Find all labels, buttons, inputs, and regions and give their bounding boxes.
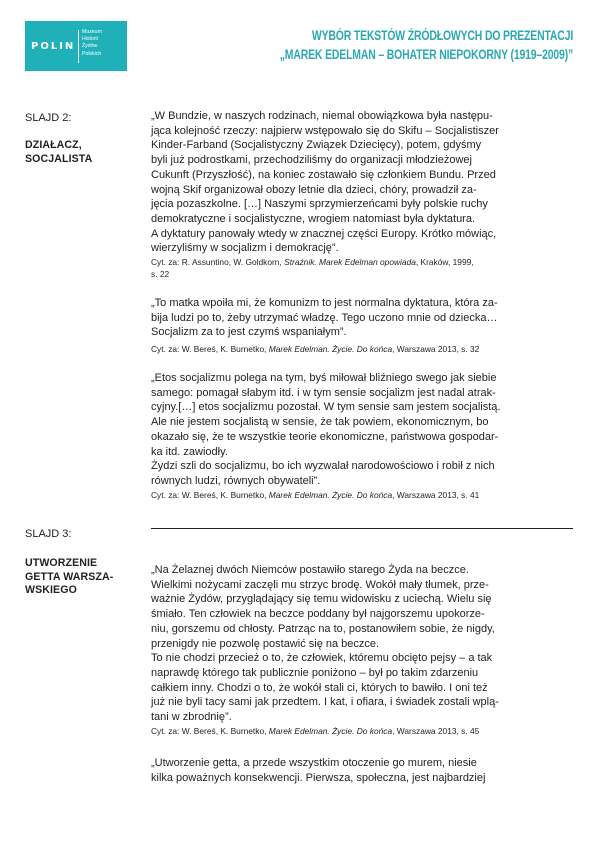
quote-bund — [151, 109, 581, 256]
section-divider — [151, 528, 573, 529]
quote-bund-citation — [151, 257, 581, 280]
logo-wordmark: POLIN — [31, 41, 76, 52]
quote-etos-socjalizmu — [151, 371, 581, 489]
logo-line: Muzeum — [82, 29, 102, 35]
citation-authors: Cyt. za: W. Bereś, K. Burnetko, — [151, 726, 269, 736]
slide-3-title-line: WSKIEGO — [25, 584, 77, 596]
quote-line: cyjny.[…] etos socjalizmu pozostał. W tym sensie sam jestem socjalistą. — [151, 401, 501, 414]
slide-3-label: SLAJD 3: — [25, 528, 72, 540]
quote-zelazna-citation — [151, 726, 581, 738]
citation-page: s. 22 — [151, 268, 170, 279]
quote-etos-citation — [151, 490, 581, 502]
polin-logo — [25, 21, 127, 71]
quote-line: ważnie Żydów, przyglądający się temu widowisku z uciechą. Wielu się — [151, 593, 492, 606]
citation-title: Marek Edelman. Życie. Do końca — [268, 726, 393, 736]
slide-3-title — [25, 557, 113, 598]
slide-3-title-line: GETTA WARSZA- — [25, 570, 114, 583]
citation-publication: , Warszawa 2013, s. 32 — [392, 344, 480, 354]
quote-line: samego: pomagał słabym itd. i w tym sensie socjalizm jest nadal atrak- — [151, 386, 496, 399]
quote-komunizm-citation — [151, 344, 581, 356]
quote-line: „W Bundzie, w naszych rodzinach, niemal obowiązkowa była następu- — [151, 110, 493, 122]
quote-line: Socjalizm za to jest czymś wspaniałym”. — [151, 326, 347, 339]
quote-line: wojną Skif organizował obozy letnie dla dzieci, chóry, prowadził za- — [151, 183, 477, 196]
quote-line: jąca kolejność rzeczy: najpierw wstępowało się do Skifu – Socjalistiszer — [151, 124, 499, 137]
logo-divider — [78, 30, 79, 63]
slide-3-title-line: UTWORZENIE — [25, 557, 98, 569]
citation-authors: Cyt. za: W. Bereś, K. Burnetko, — [151, 490, 269, 500]
citation-authors: Cyt. za: R. Assuntino, W. Goldkorn, — [151, 257, 285, 267]
quote-line: ka itd. zawiodły. — [151, 445, 228, 458]
quote-line: „Utworzenie getta, a przede wszystkim otoczenie go murem, niesie — [151, 757, 477, 769]
quote-line: Cukunft (Przyszłość), na koniec zostawało się członkiem Bundu. Przed — [151, 168, 496, 181]
citation-publication: , Kraków, 1999, — [415, 257, 474, 267]
quote-line: bija ludzi po to, żeby utrzymać władzę. Tego uczono mnie od dziecka… — [151, 311, 498, 324]
quote-line: To nie chodzi przecież o to, że człowiek, któremu obcięto pejsy – a tak — [151, 652, 493, 665]
citation-title: Strażnik. Marek Edelman opowiada — [284, 257, 416, 267]
citation-title: Marek Edelman. Życie. Do końca — [268, 490, 393, 500]
quote-line: przenigdy nie pozwolę postawić się na beczce. — [151, 637, 380, 650]
quote-line: „To matka wpoiła mi, że komunizm to jest normalna dyktatura, która za- — [151, 297, 498, 309]
slide-2-label: SLAJD 2: — [25, 112, 72, 124]
quote-line: równych ludzi, równych obywateli”. — [151, 474, 321, 487]
quote-line: byli już podrostkami, przechodziliśmy do organizacji młodzieżowej — [151, 154, 472, 167]
citation-publication: , Warszawa 2013, s. 45 — [392, 726, 480, 736]
logo-line: Polskich — [82, 50, 102, 57]
quote-line: śmiało. Ten człowiek na beczce poddany był najgorszemu upokorze- — [151, 608, 485, 621]
citation-publication: , Warszawa 2013, s. 41 — [392, 490, 480, 500]
quote-line: już nie byli tacy sami jak przedtem. I kat, i ofiara, i świadek zostali wplą- — [151, 696, 499, 709]
quote-line: wierzyliśmy w socjalizm i demokrację”. — [151, 242, 339, 255]
quote-line: całkiem inny. Chodzi o to, że wokół stali ci, których to bawiło. I oni też — [151, 681, 488, 694]
slide-2-title-line: SOCJALISTA — [25, 152, 93, 165]
slide-2-title — [25, 139, 92, 166]
logo-text — [82, 29, 102, 58]
quote-zelazna — [151, 563, 581, 725]
quote-line: „Na Żelaznej dwóch Niemców postawiło starego Żyda na beczce. — [151, 564, 469, 576]
citation-title: Marek Edelman. Życie. Do końca — [268, 344, 393, 354]
citation-authors: Cyt. za: W. Bereś, K. Burnetko, — [151, 344, 269, 354]
document-title-line: WYBÓR TEKSTÓW ŹRÓDŁOWYCH DO PREZENTACJI — [311, 28, 573, 43]
quote-line: demokratyczne i socjalistyczne, wrogiem natomiast była dyktatura. — [151, 212, 476, 225]
quote-line: okazało się, że te wszystkie teorie ekonomiczne, państwowa gospodar- — [151, 430, 499, 443]
document-title-line: „MAREK EDELMAN – BOHATER NIEPOKORNY (1919–2009)” — [279, 47, 573, 62]
quote-line: tani w zbrodnię”. — [151, 711, 232, 724]
quote-line: jęcia pozaszkolne. […] Naszymi sprzymierzeńcami były polskie ruchy — [151, 198, 488, 211]
quote-line: Ale nie jestem socjalistą w sensie, że tak powiem, ekonomicznym, bo — [151, 416, 489, 429]
quote-line: Żydzi szli do socjalizmu, bo ich wyzwalał narodowościowo i robił z nich — [151, 460, 495, 473]
quote-line: Wielkimi nożycami zaczęli mu strzyc brodę. Wokół mały tłumek, prze- — [151, 578, 489, 591]
quote-line: niu, gorszemu od chłosty. Patrząc na to, postanowiłem sobie, że nigdy, — [151, 622, 495, 635]
quote-line: Kinder-Farband (Socjalistyczny Związek Dziecięcy), potem, gdyśmy — [151, 139, 482, 152]
quote-line: „Etos socjalizmu polega na tym, byś miłował bliźniego swego jak siebie — [151, 372, 497, 384]
quote-utworzenie-getta — [151, 756, 581, 785]
slide-2-title-line: DZIAŁACZ, — [25, 139, 82, 151]
logo-line: Żydów — [82, 43, 98, 50]
quote-line: kilka poważnych konsekwencji. Pierwsza, społeczna, jest najbardziej — [151, 771, 486, 784]
quote-line: A dyktatury panowały wtedy w znacznej części Europy. Krótko mówiąc, — [151, 227, 497, 240]
logo-line: Historii — [82, 36, 98, 43]
quote-komunizm — [151, 296, 581, 340]
document-title — [280, 26, 573, 64]
quote-line: naprawdę którego tak publicznie poniżono – był po takim zdarzeniu — [151, 666, 479, 679]
